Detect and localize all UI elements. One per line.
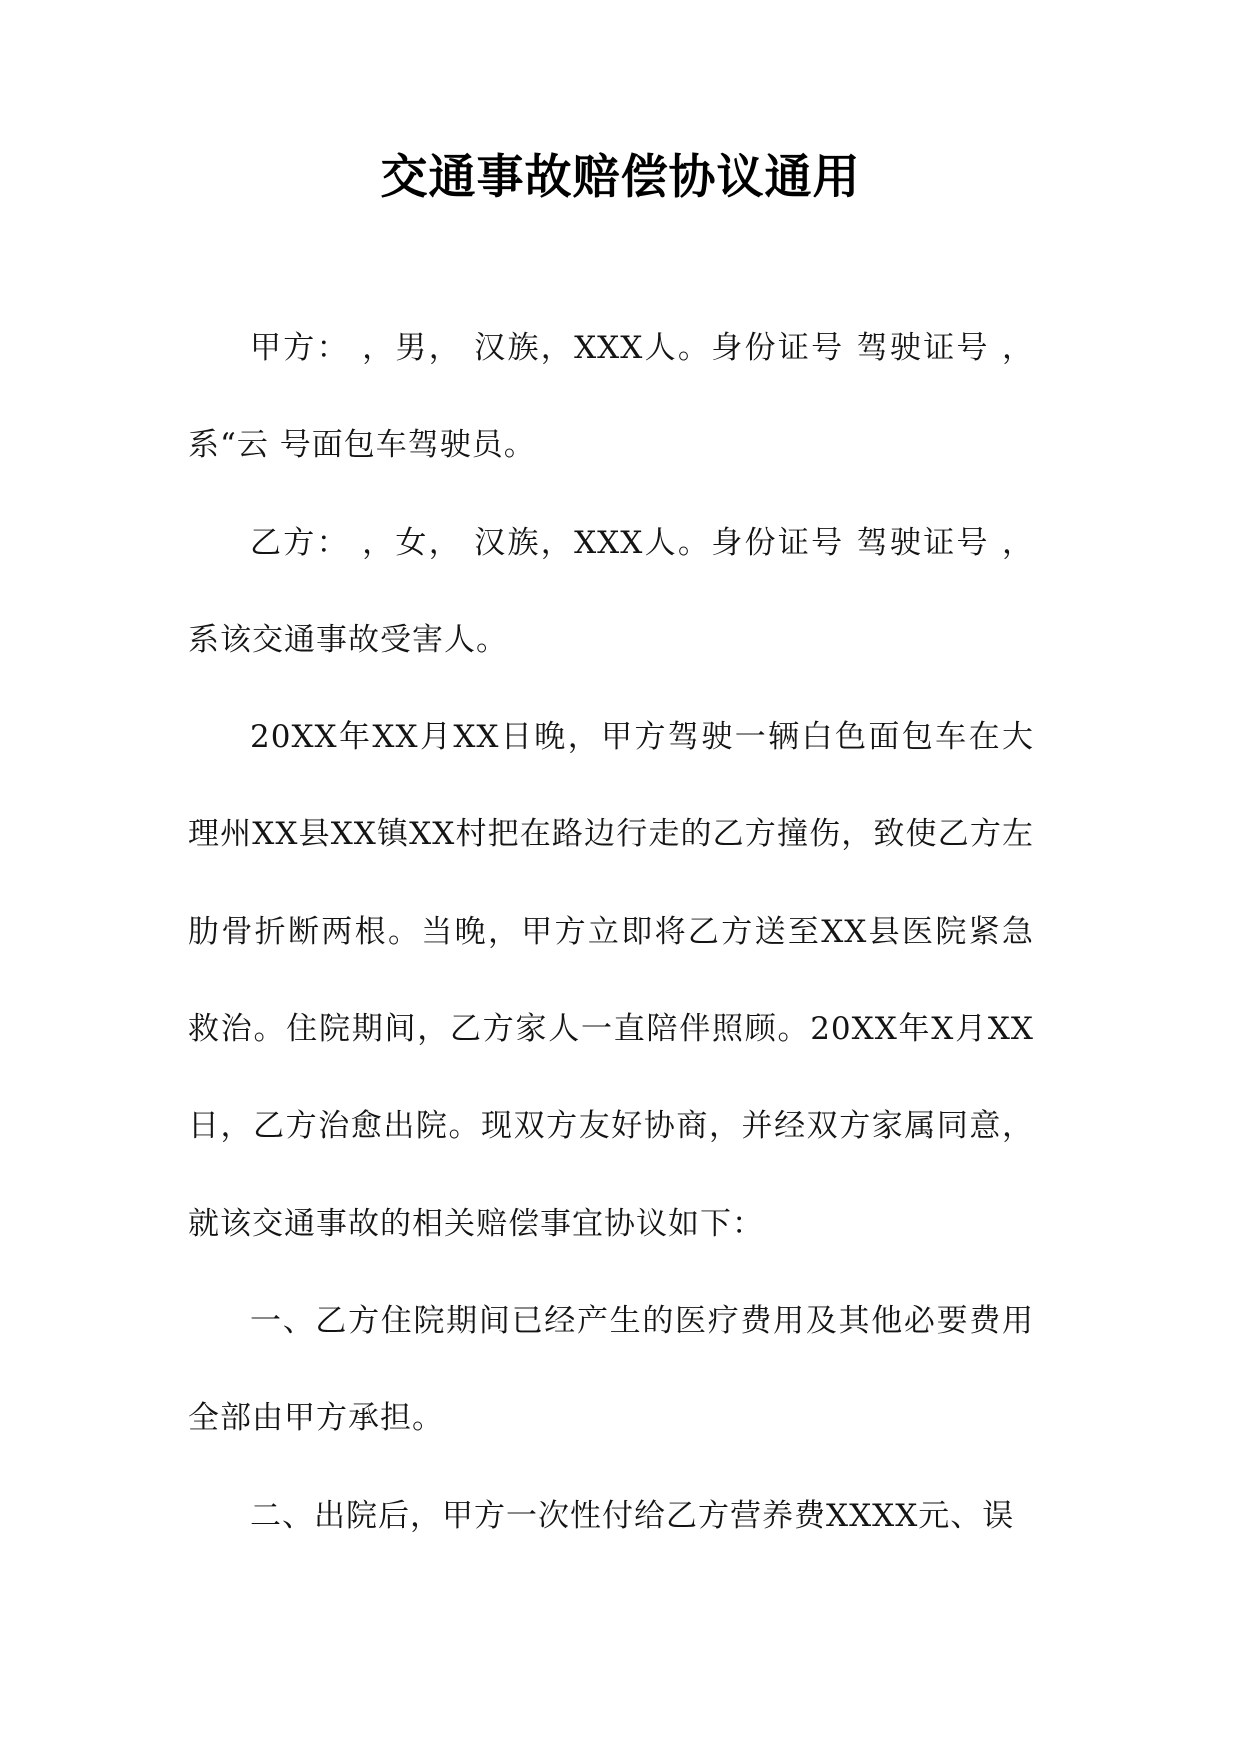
- party-a-paragraph: 甲方： ，男， 汉族，XXX人。身份证号 驾驶证号 ，系“云 号面包车驾驶员。: [188, 330, 1034, 464]
- clause-one-paragraph: 一、乙方住院期间已经产生的医疗费用及其他必要费用全部由甲方承担。: [188, 1302, 1034, 1437]
- document-title: 交通事故赔偿协议通用: [380, 150, 861, 205]
- party-b-paragraph: 乙方： ，女， 汉族，XXX人。身份证号 驾驶证号 ，系该交通事故受害人。: [188, 524, 1034, 658]
- accident-description-paragraph: 20XX年XX月XX日晚，甲方驾驶一辆白色面包车在大理州XX县XX镇XX村把在路边行走的乙方撞伤，致使乙方左肋骨折断两根。当晚，甲方立即将乙方送至XX县医院紧急救治。住院期间，乙方家人一直陪伴照顾。20XX年X月XX日，乙方治愈出院。现双方友好协商，并经双方家属同意，就该交通事故的相关赔偿事宜协议如下：: [188, 719, 1034, 1242]
- document-body: [188, 300, 1034, 1565]
- clause-two-paragraph: 二、出院后，甲方一次性付给乙方营养费XXXX元、误: [250, 1497, 1015, 1534]
